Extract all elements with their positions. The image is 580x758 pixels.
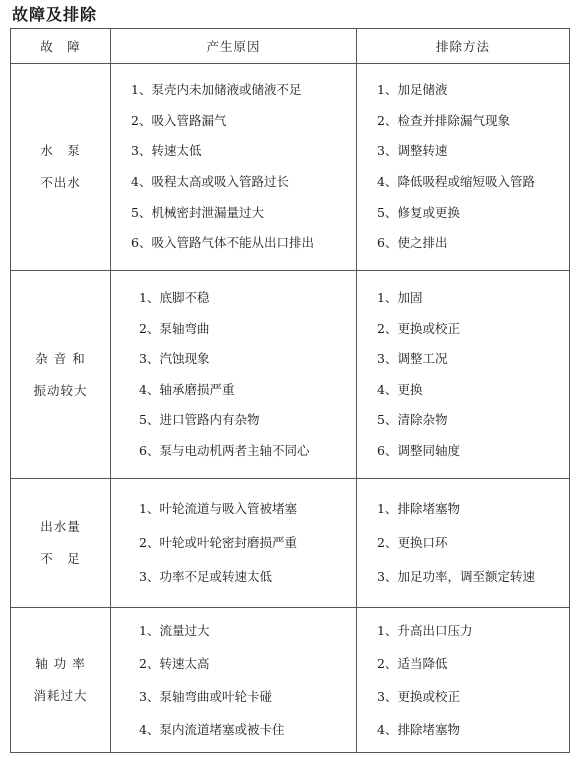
fault-label: 杂 音 和 <box>35 350 86 366</box>
fault-cell <box>11 479 111 608</box>
remedy-cell <box>357 479 570 608</box>
fault-label: 轴 功 率 <box>35 656 86 671</box>
remedy-item: 3、调整工况 <box>377 351 448 366</box>
cause-cell <box>111 271 357 479</box>
remedy-item: 1、升高出口压力 <box>377 623 473 638</box>
remedy-cell <box>357 271 570 479</box>
table-row <box>11 608 570 753</box>
table-row <box>11 271 570 479</box>
remedy-item: 5、修复或更换 <box>377 204 460 220</box>
cause-item: 3、泵轴弯曲或叶轮卡碰 <box>139 689 272 704</box>
header-remedy: 排除方法 <box>357 29 570 64</box>
cause-item: 5、进口管路内有杂物 <box>139 412 260 427</box>
remedy-cell <box>357 64 570 271</box>
cause-item: 2、吸入管路漏气 <box>131 112 227 128</box>
cause-item: 3、功率不足或转速太低 <box>139 569 272 584</box>
remedy-item: 3、更换或校正 <box>377 689 460 704</box>
fault-cell <box>11 64 111 271</box>
remedy-cell <box>357 608 570 753</box>
cause-cell <box>111 479 357 608</box>
remedy-item: 3、调整转速 <box>377 143 448 159</box>
header-fault: 故 障 <box>11 29 111 64</box>
table-header-row <box>11 29 570 64</box>
remedy-item: 3、加足功率，调至额定转速 <box>377 569 535 584</box>
fault-label: 不出水 <box>40 175 81 190</box>
cause-item: 4、吸程太高或吸入管路过长 <box>131 174 289 189</box>
cause-item: 3、汽蚀现象 <box>139 351 210 366</box>
cause-item: 2、叶轮或叶轮密封磨损严重 <box>139 535 297 550</box>
remedy-item: 1、加固 <box>377 290 423 305</box>
remedy-item: 2、更换口环 <box>377 535 448 550</box>
troubleshooting-table <box>10 28 570 753</box>
cause-item: 6、泵与电动机两者主轴不同心 <box>139 442 310 458</box>
cause-cell <box>111 608 357 753</box>
cause-cell <box>111 64 357 271</box>
cause-item: 6、吸入管路气体不能从出口排出 <box>131 235 314 251</box>
cause-item: 1、流量过大 <box>139 623 210 638</box>
fault-label: 出水量 <box>40 519 81 534</box>
table-row <box>11 479 570 608</box>
cause-item: 3、转速太低 <box>131 143 202 159</box>
fault-cell <box>11 271 111 479</box>
table-row <box>11 64 570 271</box>
page-title: 故障及排除 <box>12 5 98 24</box>
remedy-item: 1、加足储液 <box>377 82 448 98</box>
remedy-item: 6、使之排出 <box>377 235 448 251</box>
cause-item: 4、轴承磨损严重 <box>139 381 235 397</box>
cause-item: 1、底脚不稳 <box>139 290 210 305</box>
remedy-item: 2、检查并排除漏气现象 <box>377 112 510 128</box>
remedy-item: 4、降低吸程或缩短吸入管路 <box>377 174 535 189</box>
remedy-item: 6、调整同轴度 <box>377 442 460 458</box>
remedy-item: 4、更换 <box>377 381 423 397</box>
remedy-item: 5、清除杂物 <box>377 412 448 427</box>
cause-item: 2、转速太高 <box>139 656 210 671</box>
fault-label: 不 足 <box>40 551 81 566</box>
fault-label: 水 泵 <box>40 143 81 158</box>
cause-item: 4、泵内流道堵塞或被卡住 <box>139 722 285 737</box>
remedy-item: 4、排除堵塞物 <box>377 722 460 737</box>
fault-label: 振动较大 <box>33 382 88 398</box>
cause-item: 5、机械密封泄漏量过大 <box>131 204 264 220</box>
header-cause: 产生原因 <box>111 29 357 64</box>
remedy-item: 2、更换或校正 <box>377 320 460 336</box>
fault-label: 消耗过大 <box>33 688 88 703</box>
cause-item: 2、泵轴弯曲 <box>139 320 210 336</box>
cause-item: 1、泵壳内未加储液或储液不足 <box>131 82 302 98</box>
remedy-item: 2、适当降低 <box>377 656 448 671</box>
remedy-item: 1、排除堵塞物 <box>377 501 460 516</box>
fault-cell <box>11 608 111 753</box>
cause-item: 1、叶轮流道与吸入管被堵塞 <box>139 501 297 516</box>
